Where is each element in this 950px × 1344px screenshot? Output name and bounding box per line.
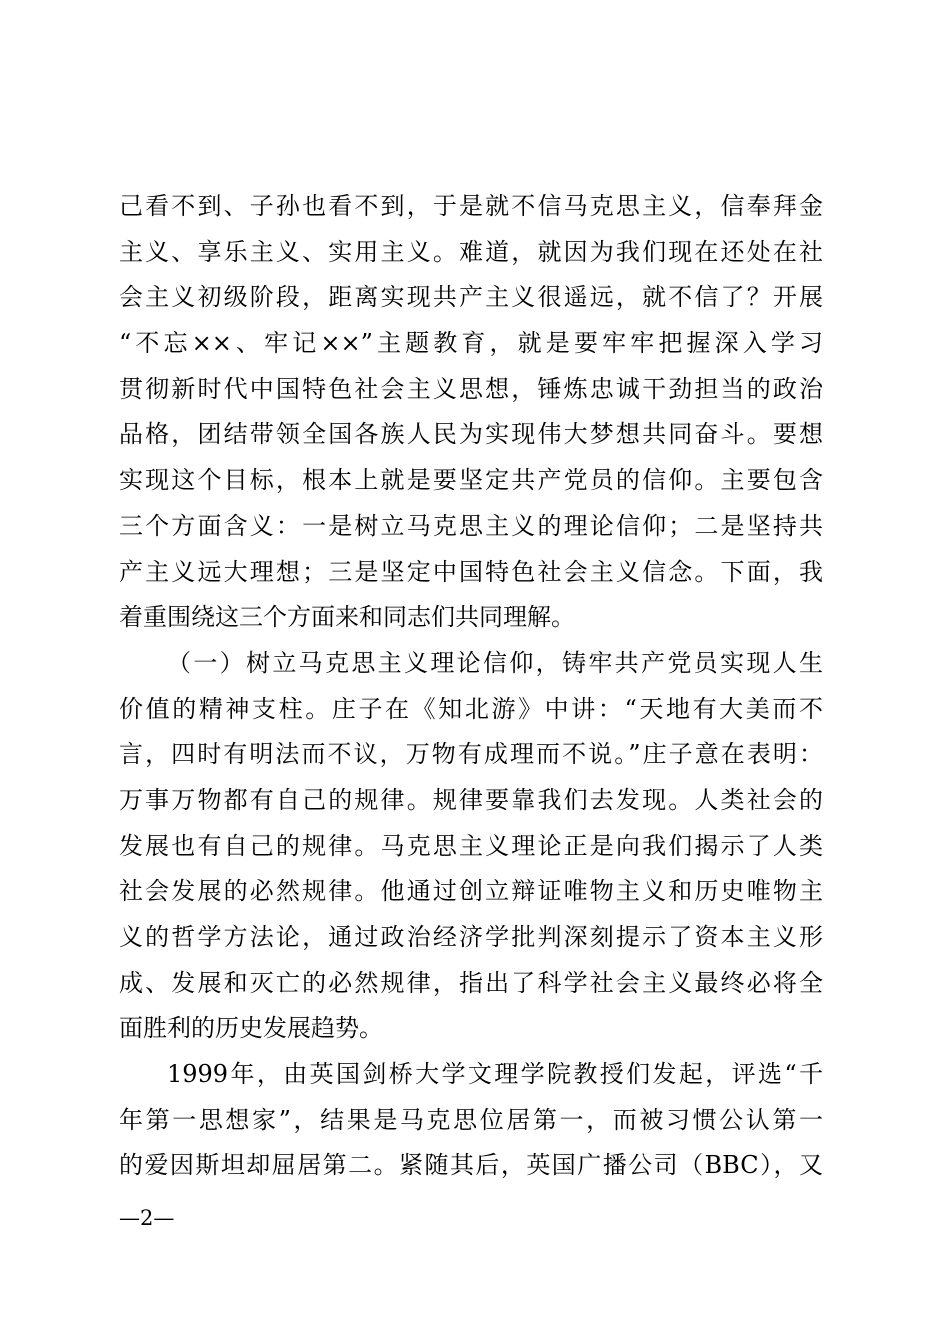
text-line: 主义、享乐主义、实用主义。难道，就因为我们现在还处在社 bbox=[119, 237, 823, 266]
document-body bbox=[119, 184, 823, 1189]
text-line: 价值的精神支柱。庄子在《知北游》中讲：“天地有大美而不 bbox=[119, 694, 823, 723]
text-line: 的爱因斯坦却屈居第二。紧随其后，英国广播公司（BBC），又 bbox=[119, 1151, 823, 1180]
text-line: 年第一思想家”，结果是马克思位居第一，而被习惯公认第一 bbox=[119, 1105, 823, 1134]
text-line: 义的哲学方法论，通过政治经济学批判深刻提示了资本主义形 bbox=[119, 923, 823, 951]
text-line: 贯彻新时代中国特色社会主义思想，锤炼忠诚干劲担当的政治 bbox=[119, 374, 823, 403]
text-line: 产主义远大理想；三是坚定中国特色社会主义信念。下面，我 bbox=[119, 557, 823, 586]
section-heading-line: （一）树立马克思主义理论信仰，铸牢共产党员实现人生 bbox=[167, 648, 823, 677]
text-line: 社会发展的必然规律。他通过创立辩证唯物主义和历史唯物主 bbox=[119, 877, 823, 906]
text-line: 发展也有自己的规律。马克思主义理论正是向我们揭示了人类 bbox=[119, 831, 823, 860]
text-line: 万事万物都有自己的规律。规律要靠我们去发现。人类社会的 bbox=[119, 785, 823, 814]
text-line: 成、发展和灭亡的必然规律，指出了科学社会主义最终必将全 bbox=[119, 968, 823, 997]
text-line: 面胜利的历史发展趋势。 bbox=[119, 1014, 383, 1043]
text-line: 着重围绕这三个方面来和同志们共同理解。 bbox=[119, 603, 575, 632]
text-line: 品格，团结带领全国各族人民为实现伟大梦想共同奋斗。要想 bbox=[119, 420, 823, 449]
text-line: 言，四时有明法而不议，万物有成理而不说。”庄子意在表明： bbox=[119, 740, 823, 769]
text-line: 己看不到、子孙也看不到，于是就不信马克思主义，信奉拜金 bbox=[119, 192, 823, 220]
text-line: 三个方面含义：一是树立马克思主义的理论信仰；二是坚持共 bbox=[119, 511, 823, 540]
text-line: 会主义初级阶段，距离实现共产主义很遥远，就不信了？开展 bbox=[119, 283, 823, 312]
text-line: 实现这个目标，根本上就是要坚定共产党员的信仰。主要包含 bbox=[119, 466, 823, 495]
text-line: “不忘××、牢记××”主题教育，就是要牢牢把握深入学习 bbox=[119, 329, 823, 358]
page-number: —2— bbox=[119, 1206, 175, 1230]
paragraph-first-line: 1999年，由英国剑桥大学文理学院教授们发起，评选“千 bbox=[167, 1060, 823, 1089]
